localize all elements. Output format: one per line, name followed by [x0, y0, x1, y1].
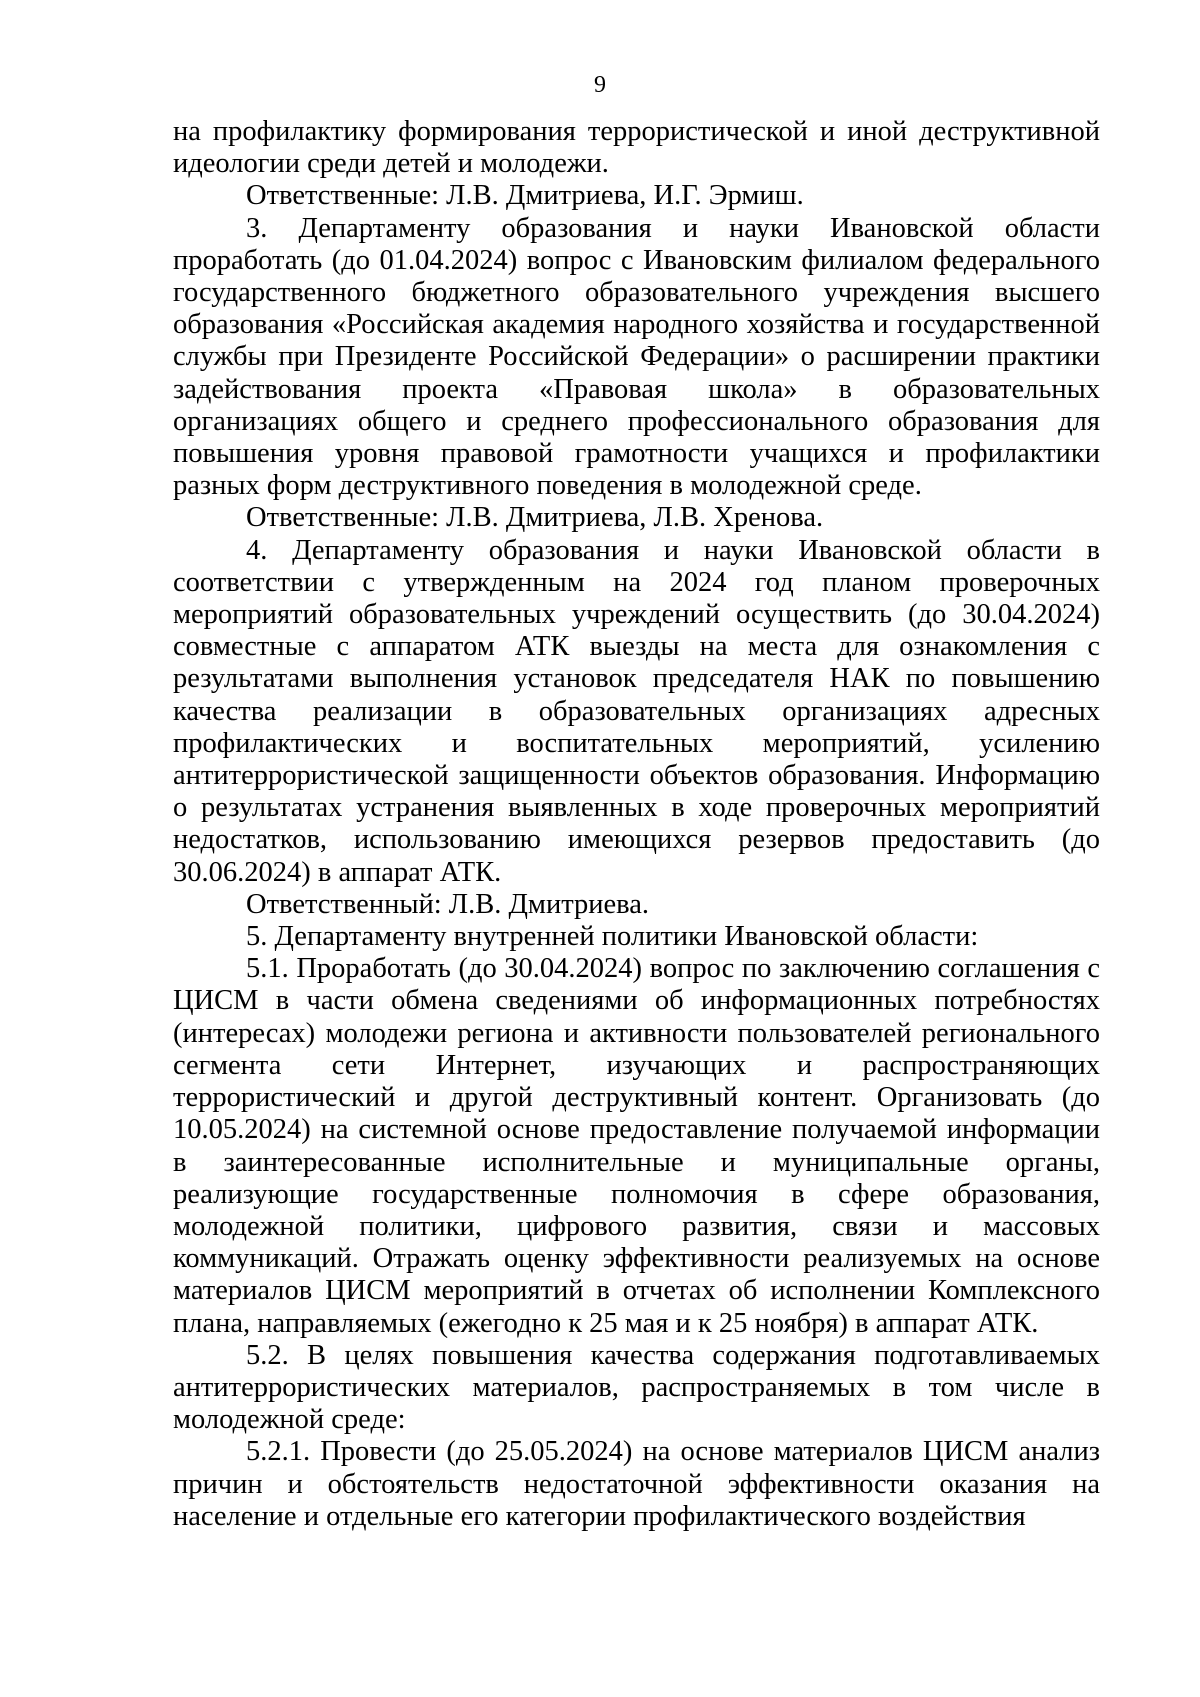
responsible-line: Ответственные: Л.В. Дмитриева, И.Г. Эрмиш. [246, 180, 804, 212]
document-body [173, 116, 1100, 1533]
paragraph-item-5-2: 5.2. В целях повышения качества содержания подготавливаемых антитеррористических материалов, распространяемых в том числе в молодежной среде: [173, 1339, 1100, 1436]
page-number: 9 [594, 72, 606, 98]
paragraph-item-5-2-1: 5.2.1. Провести (до 25.05.2024) на основе материалов ЦИСМ анализ причин и обстоятельств недостаточной эффективности оказания на население и отдельные его категории профилактического воздействия [173, 1436, 1100, 1532]
paragraph-item-4: 4. Департаменту образования и науки Ивановской области в соответствии с утвержденным на 2024 год планом проверочных мероприятий образовательных учреждений осуществить (до 30.04.2024) совместные с аппаратом АТК выезды на места для ознакомления с результатами выполнения установок председателя НАК по повышению качества реализации в образовательных организациях адресных профилактических и воспитательных мероприятий, усилению антитеррористической защищенности объектов образования. Информацию о результатах устранения выявленных в ходе проверочных мероприятий недостатков, использованию имеющихся резервов предоставить (до 30.06.2024) в аппарат АТК. [173, 534, 1100, 888]
paragraph-continuation: на профилактику формирования террористической и иной деструктивной идеологии среди детей и молодежи. [173, 116, 1100, 180]
paragraph-item-5: 5. Департаменту внутренней политики Ивановской области: [246, 921, 979, 953]
paragraph-item-5-1: 5.1. Проработать (до 30.04.2024) вопрос по заключению соглашения с ЦИСМ в части обмена сведениями об информационных потребностях (интересах) молодежи региона и активности пользователей регионального сегмента сети Интернет, изучающих и распространяющих террористический и другой деструктивный контент. Организовать (до 10.05.2024) на системной основе предоставление получаемой информации в заинтересованные исполнительные и муниципальные органы, реализующие государственные полномочия в сфере образования, молодежной политики, цифрового развития, связи и массовых коммуникаций. Отражать оценку эффективности реализуемых на основе материалов ЦИСМ мероприятий в отчетах об исполнении Комплексного плана, направляемых (ежегодно к 25 мая и к 25 ноября) в аппарат АТК. [173, 953, 1100, 1339]
responsible-line: Ответственный: Л.В. Дмитриева. [246, 888, 650, 920]
responsible-line: Ответственные: Л.В. Дмитриева, Л.В. Хренова. [246, 502, 824, 534]
paragraph-item-3: 3. Департаменту образования и науки Ивановской области проработать (до 01.04.2024) вопрос с Ивановским филиалом федерального государственного бюджетного образовательного учреждения высшего образования «Российская академия народного хозяйства и государственной службы при Президенте Российской Федерации» о расширении практики задействования проекта «Правовая школа» в образовательных организациях общего и среднего профессионального образования для повышения уровня правовой грамотности учащихся и профилактики разных форм деструктивного поведения в молодежной среде. [173, 212, 1100, 502]
